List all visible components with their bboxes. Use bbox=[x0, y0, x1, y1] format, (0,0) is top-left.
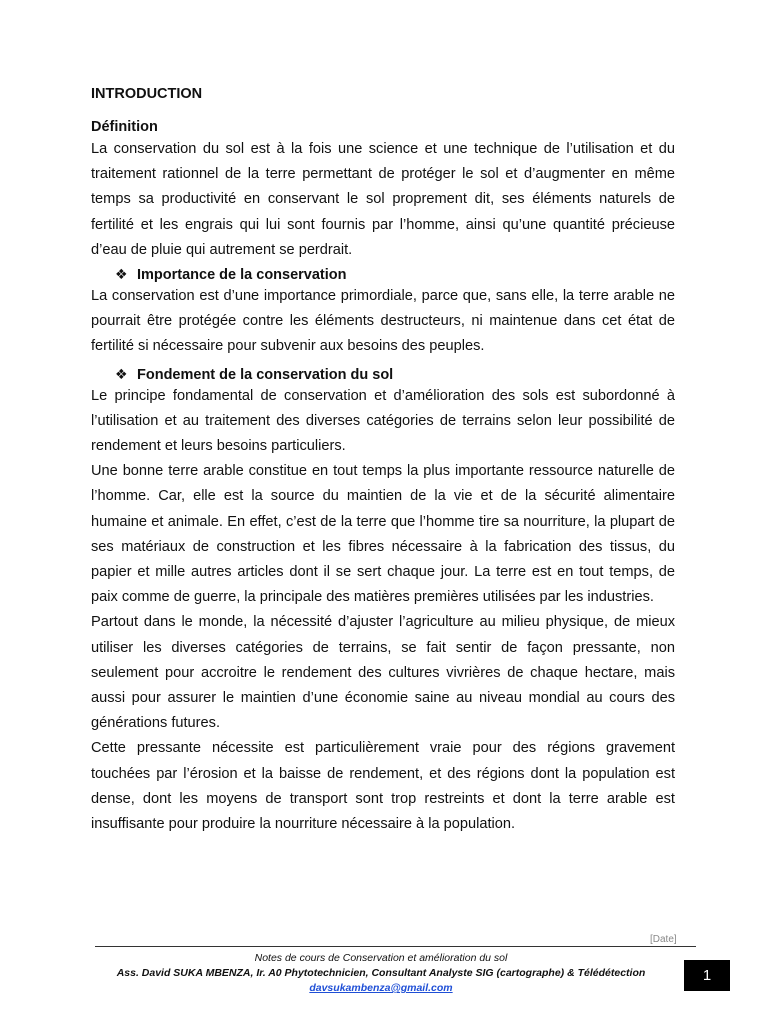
paragraph-definition: La conservation du sol est à la fois une science et une technique de l’utilisation et du traitement rationnel de la terre permettant de protéger le sol et d’augmenter en même temps sa productivité en conservant le sol proprement dit, ses éléments naturels de fertilité et les engrais qui lui sont fournis par l’homme, ainsi qu’une quantité précieuse d’eau de pluie qui autrement se perdrait. bbox=[91, 141, 675, 258]
paragraph-principe: Le principe fondamental de conservation et d’amélioration des sols est subordonné à l’utilisation et au traitement des diverses catégories de terrains selon leur possibilité de rendement et leurs besoins particuliers. bbox=[91, 387, 675, 455]
subheading-definition: Définition bbox=[91, 119, 158, 135]
paragraph-necessite: Cette pressante nécessite est particulièrement vraie pour des régions gravement touchées par l’érosion et la baisse de rendement, et des régions dont la population est dense, dont les moyens de transport sont trop restreints et dont la terre arable est insuffisante pour produire la nourriture nécessaire à la population. bbox=[91, 740, 675, 833]
footer-author: Ass. David SUKA MBENZA, Ir. A0 Phytotechnicien, Consultant Analyste SIG (cartographe) & Télédétection bbox=[116, 967, 646, 979]
section-heading: INTRODUCTION bbox=[91, 86, 203, 102]
bullet-heading-label: Importance de la conservation bbox=[137, 267, 347, 284]
paragraph-terre-arable: Une bonne terre arable constitue en tout temps la plus importante ressource naturelle de l’homme. Car, elle est la source du maintien de la vie et de la sécurité alimentaire humaine et animale. En effet, c’est de la terre que l’homme tire sa nourriture, la plupart de ses matériaux de construction et les fibres nécessaire à la fabrication des tissus, du papier et mille autres articles dont il se sert chaque jour. La terre est en tout temps, de paix comme de guerre, la principale des matières premières utilisées par les industries. bbox=[91, 463, 675, 606]
bullet-heading-importance bbox=[115, 266, 675, 284]
page-body bbox=[91, 84, 675, 837]
bullet-heading-label: Fondement de la conservation du sol bbox=[137, 366, 394, 383]
diamond-bullet-icon: ❖ bbox=[115, 366, 128, 383]
diamond-bullet-icon: ❖ bbox=[115, 267, 128, 284]
paragraph-importance: La conservation est d’une importance primordiale, parce que, sans elle, la terre arable ne pourrait être protégée contre les éléments destructeurs, ni maintenue dans cet état de fertilité si nécessaire pour subvenir aux besoins des peuples. bbox=[91, 288, 675, 355]
footer-course-title: Notes de cours de Conservation et amélioration du sol bbox=[254, 952, 508, 964]
bullet-heading-fondement bbox=[115, 366, 675, 384]
page-footer bbox=[95, 951, 667, 996]
date-placeholder: [Date] bbox=[650, 934, 677, 945]
paragraph-partout: Partout dans le monde, la nécessité d’ajuster l’agriculture au milieu physique, de mieux utiliser les diverses catégories de terrains, se fait sentir de façon pressante, non seulement pour accroitre le rendement des cultures vivrières de chaque hectare, mais aussi pour assurer le maintien d’une économie saine au niveau mondial au cours des générations futures. bbox=[91, 614, 675, 732]
footer-divider bbox=[95, 946, 696, 947]
footer-email-link[interactable]: davsukambenza@gmail.com bbox=[309, 982, 453, 994]
page-number-box: 1 bbox=[684, 960, 730, 991]
